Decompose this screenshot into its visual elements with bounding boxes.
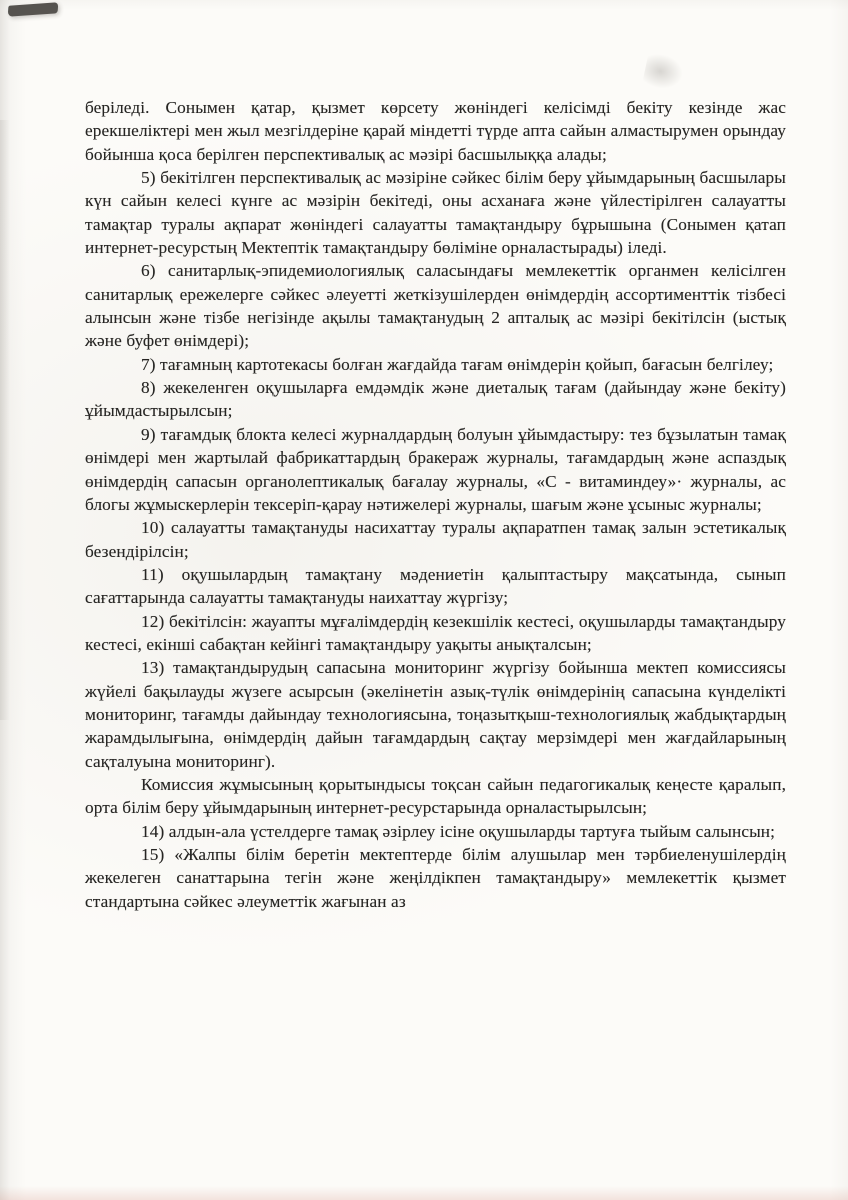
- paragraph: 9) тағамдық блокта келесі журналдардың болуын ұйымдастыру: тез бұзылатын тамақ өнімдері мен жартылай фабрикаттардың бракераж журналы, тағамдардың және аспаздық өнімдердің сапасын органолептикалық бағалау журналы, «С - витаминдеу»· журналы, ас блогы жұмыскерлерін тексеріп-қарау нәтижелері журналы, шағым және ұсыныс журналы;: [85, 424, 786, 514]
- paragraph: 6) санитарлық-эпидемиологиялық саласындағы мемлекеттік органмен келісілген санитарлық ережелерге сәйкес әлеуетті жеткізушілерден өнімдердің ассортименттік тізбесі алынсын және тізбе негізінде ақылы тамақтанудың 2 апталық ас мәзірі бекітілсін (ыстық және буфет өнімдері);: [85, 261, 786, 351]
- scan-artifact-edge-shadow: [0, 120, 10, 720]
- paragraph: Комиссия жұмысының қорытындысы тоқсан сайын педагогикалық кеңесте қаралып, орта білім беру ұйымдарының интернет-ресурстарында орналастырылсын;: [85, 774, 786, 818]
- paragraph: 10) салауатты тамақтануды насихаттау туралы ақпаратпен тамақ залын эстетикалық безендірілсін;: [85, 518, 786, 561]
- paragraph: 8) жекеленген оқушыларға емдәмдік және диеталық тағам (дайындау және бекіту) ұйымдастырылсын;: [85, 378, 786, 421]
- paragraph: 7) тағамның картотекасы болған жағдайда тағам өнімдерін қойып, бағасын белгілеу;: [141, 354, 774, 374]
- paragraph: 15) «Жалпы білім беретін мектептерде білім алушылар мен тәрбиеленушілердің жекелеген санаттарына тегін және жеңілдікпен тамақтандыру» мемлекеттік қызмет стандартына сәйкес әлеуметтік жағынан аз: [85, 845, 786, 911]
- paragraph: 11) оқушылардың тамақтану мәдениетін қалыптастыру мақсатында, сынып сағаттарында салауатты тамақтануды наихаттау жүргізу;: [85, 564, 786, 608]
- scan-artifact-bottom-tint: [0, 1186, 848, 1200]
- paragraph: 12) бекітілсін: жауапты мұғалімдердің кезекшілік кестесі, оқушыларды тамақтандыру кестесі, екінші сабақтан кейінгі тамақтандыру уақыты анықталсын;: [85, 611, 786, 654]
- paragraph: беріледі. Сонымен қатар, қызмет көрсету жөніндегі келісімді бекіту кезінде жас ерекшеліктері мен жыл мезгілдеріне қарай міндетті түрде апта сайын алмастырумен орындау бойынша қоса берілген перспективалық ас мәзірі басшылыққа алады;: [85, 98, 786, 164]
- scan-artifact-corner-mark: [8, 2, 59, 17]
- document-body-text: [85, 96, 786, 913]
- paragraph: 13) тамақтандырудың сапасына мониторинг жүргізу бойынша мектеп комиссиясы жүйелі бақылауды жүзеге асырсын (әкелінетін азық-түлік өнімдерінің сапасына күнделікті мониторинг, тағамды дайындау технологиясына, тоңазытқыш-технологиялық жабдықтардың жарамдылығына, өнімдердің дайын тағамдардың сақтау мерзімдері мен жағдайларының сақталуына мониторинг).: [85, 658, 786, 771]
- paragraph: 5) бекітілген перспективалық ас мәзіріне сәйкес білім беру ұйымдарының басшылары күн сайын келесі күнге ас мәзірін бекітеді, оны асханаға және үйлестірілген салауатты тамақтар туралы ақпарат жөніндегі салауатты тамақтандыру бұрышына (Сонымен қатап интернет-ресурстың Мектептік тамақтандыру бөліміне орналастырады) іледі.: [85, 168, 786, 258]
- paragraph: 14) алдын-ала үстелдерге тамақ әзірлеу ісіне оқушыларды тартуға тыйым салынсын;: [141, 821, 776, 841]
- scan-artifact-smudge: [642, 51, 686, 92]
